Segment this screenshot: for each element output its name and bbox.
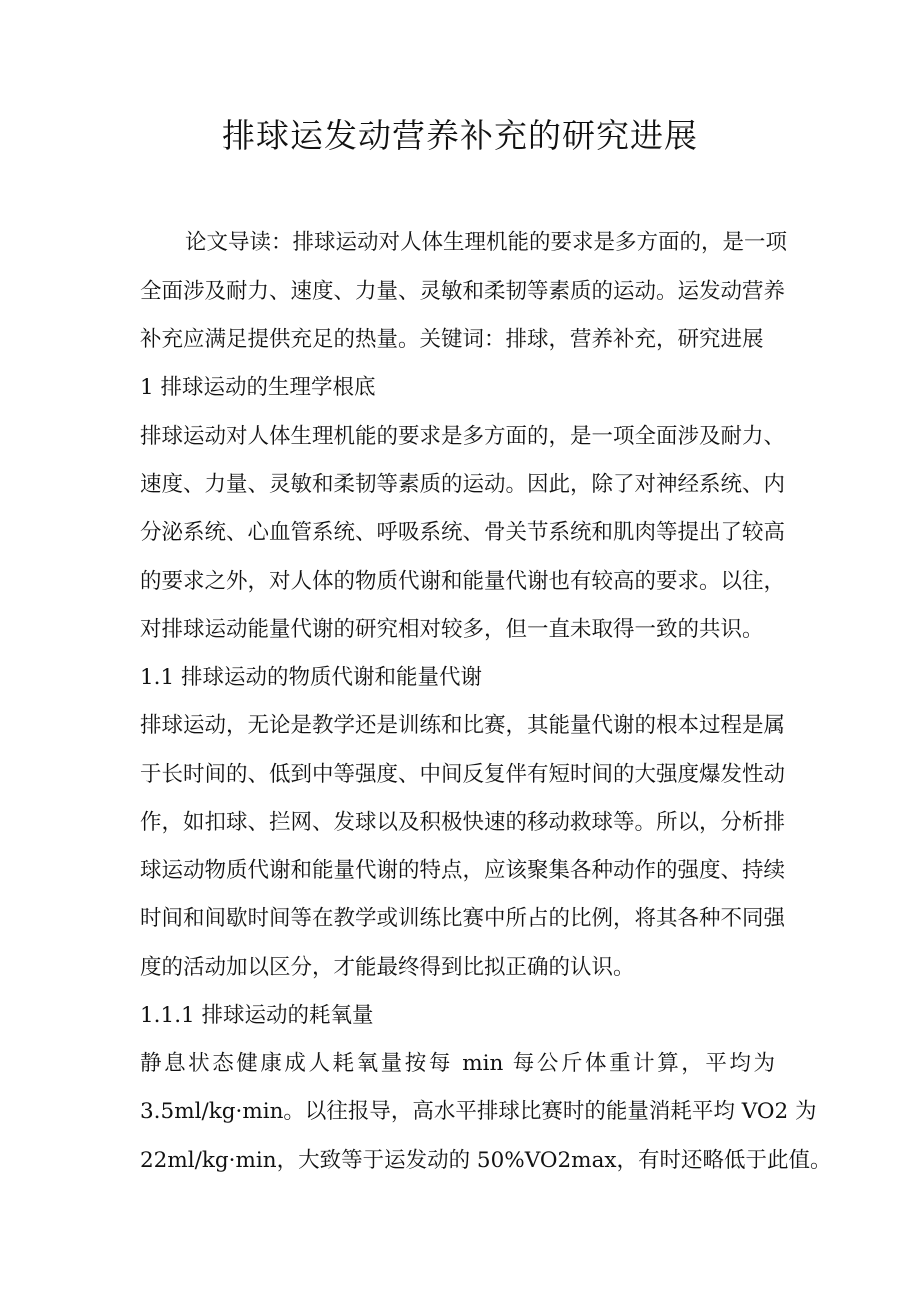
- section-1-1-1-line: 静息状态健康成人耗氧量按每 min 每公斤体重计算，平均为: [140, 1051, 775, 1076]
- section-1-heading: 1 排球运动的生理学根底: [140, 375, 376, 400]
- section-1-line: 对排球运动能量代谢的研究相对较多，但一直未取得一致的共识。: [140, 617, 764, 642]
- section-1-1-1-heading: 1.1.1 排球运动的耗氧量: [140, 1003, 374, 1028]
- section-1-1-line: 时间和间歇时间等在教学或训练比赛中所占的比例，将其各种不同强: [140, 906, 786, 931]
- section-1-1-line: 作，如扣球、拦网、发球以及积极快速的移动救球等。所以，分析排: [140, 810, 786, 835]
- section-1-line: 排球运动对人体生理机能的要求是多方面的，是一项全面涉及耐力、: [140, 424, 786, 449]
- section-1-line: 分泌系统、心血管系统、呼吸系统、骨关节系统和肌肉等提出了较高: [140, 520, 786, 545]
- section-1-1-line: 于长时间的、低到中等强度、中间反复伴有短时间的大强度爆发性动: [140, 762, 786, 787]
- section-1-1-line: 球运动物质代谢和能量代谢的特点，应该聚集各种动作的强度、持续: [140, 858, 786, 883]
- intro-line-1: 论文导读：排球运动对人体生理机能的要求是多方面的，是一项: [185, 230, 788, 255]
- section-1-1-line: 排球运动，无论是教学还是训练和比赛，其能量代谢的根本过程是属: [140, 713, 786, 738]
- section-1-line: 速度、力量、灵敏和柔韧等素质的运动。因此，除了对神经系统、内: [140, 472, 786, 497]
- section-1-1-1-line: 22ml/kg·min，大致等于运发动的 50%VO2max，有时还略低于此值。: [140, 1148, 832, 1173]
- intro-line-3: 补充应满足提供充足的热量。关键词：排球，营养补充，研究进展: [140, 327, 764, 352]
- section-1-line: 的要求之外，对人体的物质代谢和能量代谢也有较高的要求。以往，: [140, 569, 786, 594]
- intro-line-2: 全面涉及耐力、速度、力量、灵敏和柔韧等素质的运动。运发动营养: [140, 279, 786, 304]
- section-1-1-line: 度的活动加以区分，才能最终得到比拟正确的认识。: [140, 955, 635, 980]
- section-1-1-heading: 1.1 排球运动的物质代谢和能量代谢: [140, 665, 483, 690]
- document-title: 排球运发动营养补充的研究进展: [222, 116, 698, 155]
- section-1-1-1-line: 3.5ml/kg·min。以往报导，高水平排球比赛时的能量消耗平均 VO2 为: [140, 1099, 817, 1124]
